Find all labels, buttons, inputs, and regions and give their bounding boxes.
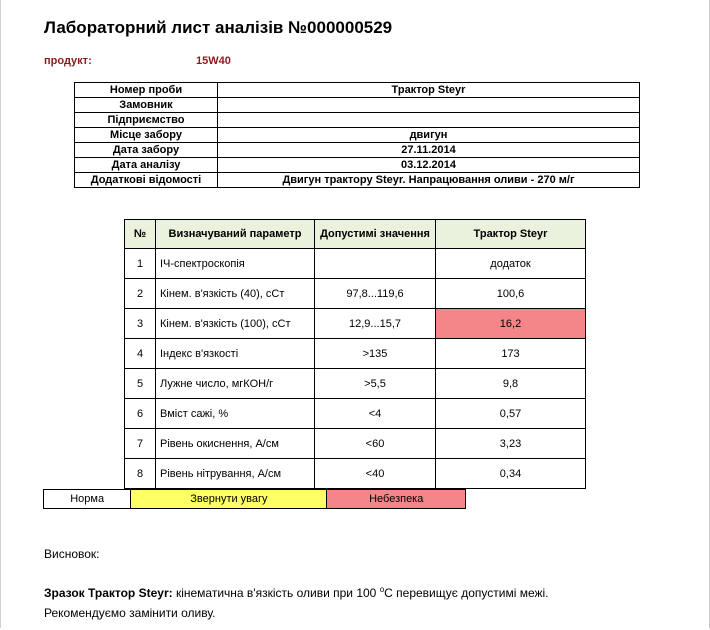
parameter-name: Рівень окиснення, А/см [156,429,315,459]
product-label: продукт: [44,55,92,67]
table-row [75,113,640,128]
measured-value: 9,8 [436,369,586,399]
allowed-range: <60 [315,429,436,459]
measured-value: 3,23 [436,429,586,459]
row-number: 8 [125,459,156,489]
allowed-range [315,249,436,279]
row-number: 2 [125,279,156,309]
row-number: 3 [125,309,156,339]
table-row [75,173,640,188]
parameter-name: Рівень нітрування, А/см [156,459,315,489]
table-row [75,83,640,98]
status-legend [43,489,466,509]
page-title: Лабораторний лист аналізів №000000529 [44,18,393,37]
allowed-range: >5,5 [315,369,436,399]
parameter-name: Кінем. в'язкість (40), сСт [156,279,315,309]
allowed-range: <4 [315,399,436,429]
conclusion-text [44,580,684,623]
sample-info-table [74,82,640,188]
measured-value: 173 [436,339,586,369]
legend-norm: Норма [44,490,131,509]
info-value [218,98,640,113]
conclusion-recommendation: Рекомендуємо замінити оливу. [44,606,216,620]
table-row [125,339,586,369]
parameter-name: Лужне число, мгКОН/г [156,369,315,399]
measured-value: 0,57 [436,399,586,429]
info-value: двигун [218,128,640,143]
info-value [218,113,640,128]
degree-mark: о [379,585,385,594]
info-value: 03.12.2014 [218,158,640,173]
table-row [125,249,586,279]
info-key: Підприємство [75,113,218,128]
info-key: Дата забору [75,143,218,158]
column-header: Визначуваний параметр [156,220,315,249]
conclusion-heading: Висновок: [44,547,100,561]
column-header: Допустимі значення [315,220,436,249]
parameter-name: Кінем. в'язкість (100), сСт [156,309,315,339]
info-key: Дата аналізу [75,158,218,173]
info-value: Трактор Steyr [218,83,640,98]
table-row [75,128,640,143]
measured-value: додаток [436,249,586,279]
info-key: Замовник [75,98,218,113]
allowed-range: 12,9...15,7 [315,309,436,339]
measured-value-danger: 16,2 [436,309,586,339]
table-row [125,279,586,309]
table-row [125,369,586,399]
measured-value: 0,34 [436,459,586,489]
row-number: 7 [125,429,156,459]
legend-warning: Звернути увагу [131,490,327,509]
legend-danger: Небезпека [327,490,466,509]
info-key: Номер проби [75,83,218,98]
table-row [75,158,640,173]
table-header-row [125,220,586,249]
info-value: Двигун трактору Steyr. Напрацювання оливи - 270 м/г [218,173,640,188]
measured-value: 100,6 [436,279,586,309]
product-value: 15W40 [196,55,231,67]
allowed-range: 97,8...119,6 [315,279,436,309]
info-key: Місце забору [75,128,218,143]
column-header: № [125,220,156,249]
conclusion-part-2: С перевищує допустимі межі. [384,586,549,600]
table-row [125,309,586,339]
parameters-table [124,219,586,489]
allowed-range: <40 [315,459,436,489]
parameter-name: ІЧ-спектроскопія [156,249,315,279]
row-number: 6 [125,399,156,429]
column-header: Трактор Steyr [436,220,586,249]
conclusion-part-1: кінематична в'язкість оливи при 100 [172,586,380,600]
parameter-name: Індекс в'язкості [156,339,315,369]
info-key: Додаткові відомості [75,173,218,188]
table-row [125,459,586,489]
legend-row [44,490,466,509]
conclusion-sample: Зразок Трактор Steyr: [44,586,173,600]
row-number: 4 [125,339,156,369]
table-row [75,143,640,158]
row-number: 5 [125,369,156,399]
parameter-name: Вміст сажі, % [156,399,315,429]
allowed-range: >135 [315,339,436,369]
row-number: 1 [125,249,156,279]
table-row [125,399,586,429]
table-row [125,429,586,459]
table-row [75,98,640,113]
info-value: 27.11.2014 [218,143,640,158]
